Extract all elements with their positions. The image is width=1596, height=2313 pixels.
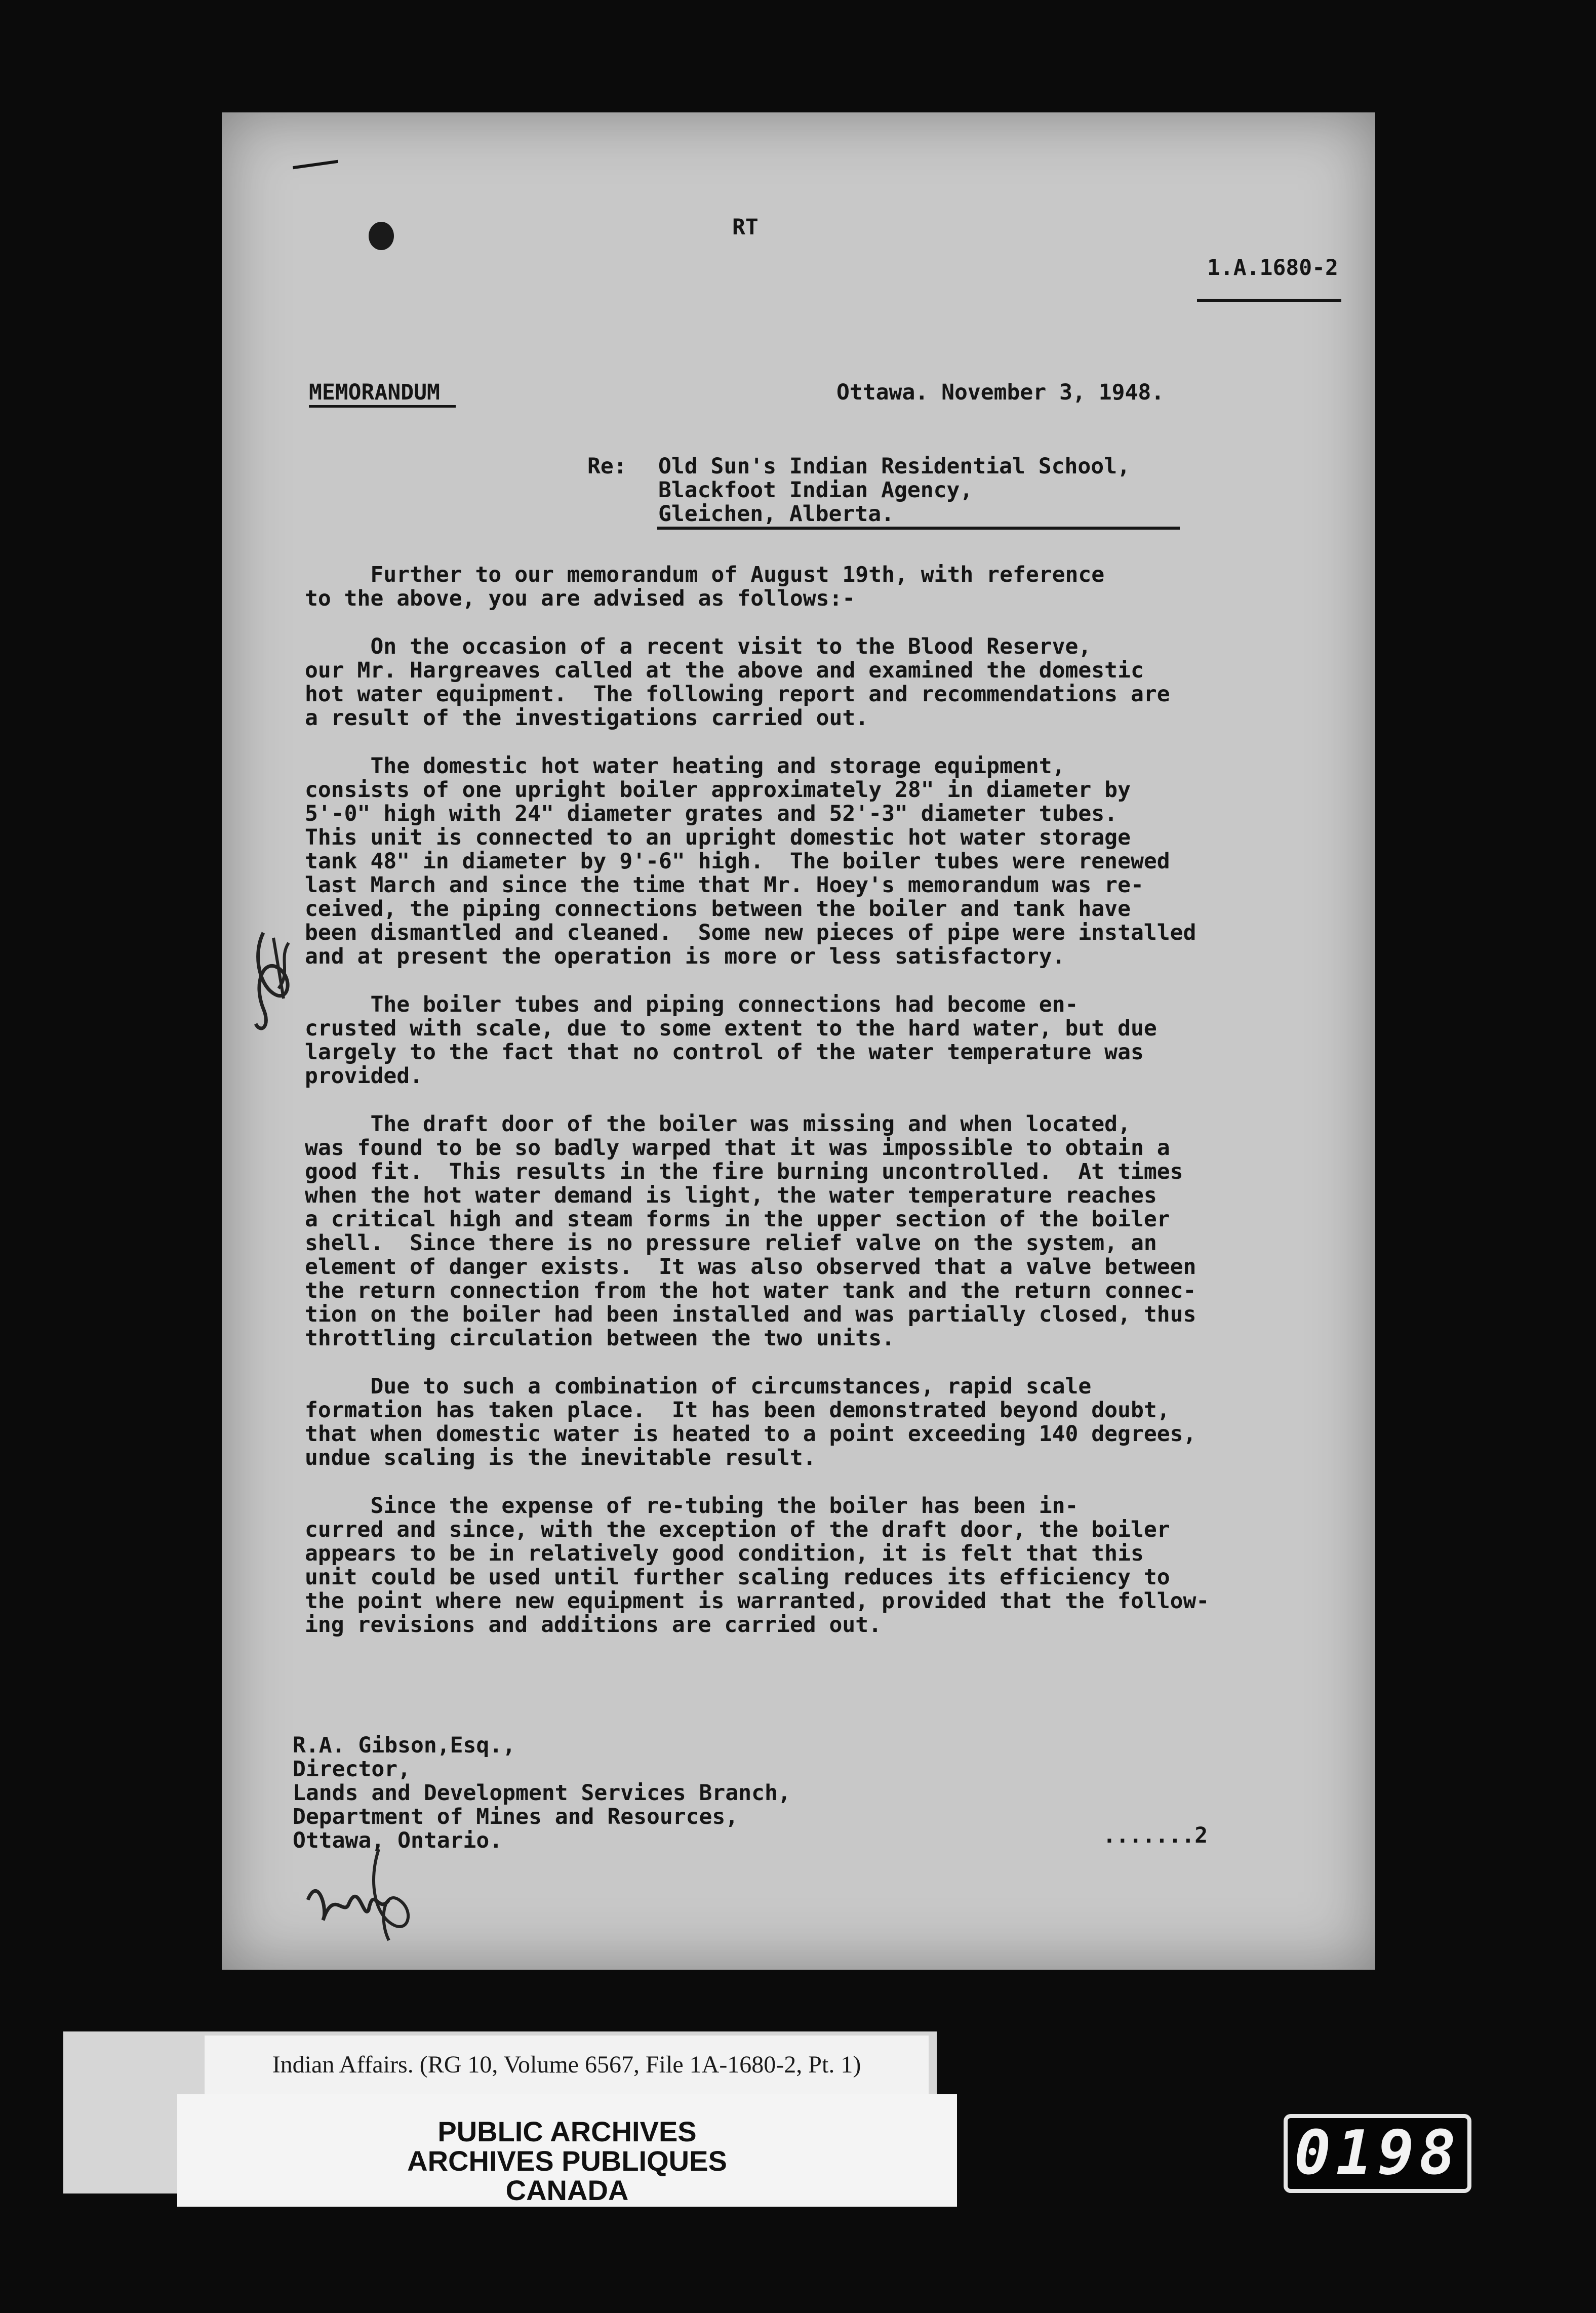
archives-stamp-line: PUBLIC ARCHIVES bbox=[437, 2116, 697, 2147]
paragraph-line: that when domestic water is heated to a point exceeding 140 degrees, bbox=[305, 1421, 1196, 1447]
paragraph-line: Since the expense of re-tubing the boiler has been in- bbox=[305, 1493, 1079, 1519]
paragraph-line: The draft door of the boiler was missing and when located, bbox=[305, 1111, 1131, 1137]
addressee-line: Department of Mines and Resources, bbox=[293, 1804, 739, 1829]
paragraph-line: to the above, you are advised as follows:- bbox=[305, 586, 856, 611]
re-line: Gleichen, Alberta. bbox=[658, 501, 894, 527]
paragraph-line: provided. bbox=[305, 1063, 423, 1089]
handwritten-initials-mark bbox=[243, 923, 309, 1039]
paragraph-line: tank 48" in diameter by 9'-6" high. The boiler tubes were renewed bbox=[305, 849, 1170, 874]
page-continuation: .......2 bbox=[1103, 1823, 1208, 1848]
handwritten-signature bbox=[303, 1839, 445, 1950]
paragraph-line: last March and since the time that Mr. Hoey's memorandum was re- bbox=[305, 872, 1144, 898]
addressee-line: Ottawa, Ontario. bbox=[293, 1828, 503, 1853]
re-line: Old Sun's Indian Residential School, bbox=[658, 454, 1130, 479]
re-underline bbox=[657, 527, 1180, 530]
paragraph-line: The domestic hot water heating and storage equipment, bbox=[305, 753, 1065, 779]
paragraph-line: shell. Since there is no pressure relief valve on the system, an bbox=[305, 1230, 1157, 1256]
paragraph-line: when the hot water demand is light, the water temperature reaches bbox=[305, 1183, 1157, 1208]
punch-hole-mark bbox=[369, 222, 394, 250]
paragraph-line: curred and since, with the exception of the draft door, the boiler bbox=[305, 1517, 1170, 1542]
paragraph-line: a critical high and steam forms in the upper section of the boiler bbox=[305, 1207, 1170, 1232]
paragraph-line: 5'-0" high with 24" diameter grates and 52'-3" diameter tubes. bbox=[305, 801, 1118, 826]
margin-stroke bbox=[293, 160, 338, 169]
addressee-line: Lands and Development Services Branch, bbox=[293, 1780, 791, 1806]
paragraph-line: been dismantled and cleaned. Some new pieces of pipe were installed bbox=[305, 920, 1196, 945]
file-number-underline bbox=[1197, 299, 1341, 302]
file-number: 1.A.1680-2 bbox=[1207, 255, 1338, 281]
addressee-line: Director, bbox=[293, 1757, 411, 1782]
paragraph-line: our Mr. Hargreaves called at the above and examined the domestic bbox=[305, 658, 1144, 683]
addressee-line: R.A. Gibson,Esq., bbox=[293, 1733, 516, 1758]
paragraph-line: the return connection from the hot water tank and the return connec- bbox=[305, 1278, 1196, 1303]
archives-stamp-line: CANADA bbox=[505, 2174, 629, 2206]
memo-date: Ottawa. November 3, 1948. bbox=[836, 380, 1165, 405]
paragraph-line: tion on the boiler had been installed and was partially closed, thus bbox=[305, 1302, 1196, 1327]
memo-heading: MEMORANDUM bbox=[309, 380, 440, 405]
paragraph-line: The boiler tubes and piping connections had become en- bbox=[305, 992, 1079, 1017]
paragraph-line: On the occasion of a recent visit to the Blood Reserve, bbox=[305, 634, 1092, 659]
typist-initials: RT bbox=[732, 215, 759, 240]
re-line: Blackfoot Indian Agency, bbox=[658, 477, 973, 503]
paragraph-line: throttling circulation between the two units. bbox=[305, 1326, 895, 1351]
paragraph-line: largely to the fact that no control of the water temperature was bbox=[305, 1040, 1144, 1065]
paragraph-line: unit could be used until further scaling reduces its efficiency to bbox=[305, 1565, 1170, 1590]
archive-reference-label: Indian Affairs. (RG 10, Volume 6567, File 1A-1680-2, Pt. 1) bbox=[205, 2036, 929, 2094]
paragraph-line: undue scaling is the inevitable result. bbox=[305, 1445, 816, 1470]
archives-stamp bbox=[177, 2094, 957, 2207]
archives-stamp-line: ARCHIVES PUBLIQUES bbox=[407, 2145, 727, 2177]
paragraph-line: ceived, the piping connections between the boiler and tank have bbox=[305, 896, 1131, 922]
paragraph-line: ing revisions and additions are carried out. bbox=[305, 1612, 882, 1638]
paragraph-line: a result of the investigations carried out. bbox=[305, 705, 869, 731]
paragraph-line: element of danger exists. It was also observed that a valve between bbox=[305, 1254, 1196, 1280]
memorandum-page bbox=[222, 112, 1375, 1970]
re-label: Re: bbox=[587, 454, 627, 479]
paragraph-line: and at present the operation is more or less satisfactory. bbox=[305, 944, 1065, 969]
paragraph-line: was found to be so badly warped that it was impossible to obtain a bbox=[305, 1135, 1170, 1161]
paragraph-line: crusted with scale, due to some extent to the hard water, but due bbox=[305, 1016, 1157, 1041]
frame-number-counter: 0198 bbox=[1284, 2114, 1471, 2193]
paragraph-line: consists of one upright boiler approximately 28" in diameter by bbox=[305, 777, 1131, 803]
paragraph-line: the point where new equipment is warranted, provided that the follow- bbox=[305, 1588, 1210, 1614]
paragraph-line: Due to such a combination of circumstances, rapid scale bbox=[305, 1374, 1092, 1399]
paragraph-line: appears to be in relatively good condition, it is felt that this bbox=[305, 1541, 1144, 1566]
paragraph-line: Further to our memorandum of August 19th, with reference bbox=[305, 562, 1105, 587]
paragraph-line: hot water equipment. The following report and recommendations are bbox=[305, 682, 1170, 707]
memo-heading-underline bbox=[309, 405, 456, 408]
paragraph-line: This unit is connected to an upright domestic hot water storage bbox=[305, 825, 1131, 850]
paragraph-line: good fit. This results in the fire burning uncontrolled. At times bbox=[305, 1159, 1183, 1184]
paragraph-line: formation has taken place. It has been demonstrated beyond doubt, bbox=[305, 1398, 1170, 1423]
